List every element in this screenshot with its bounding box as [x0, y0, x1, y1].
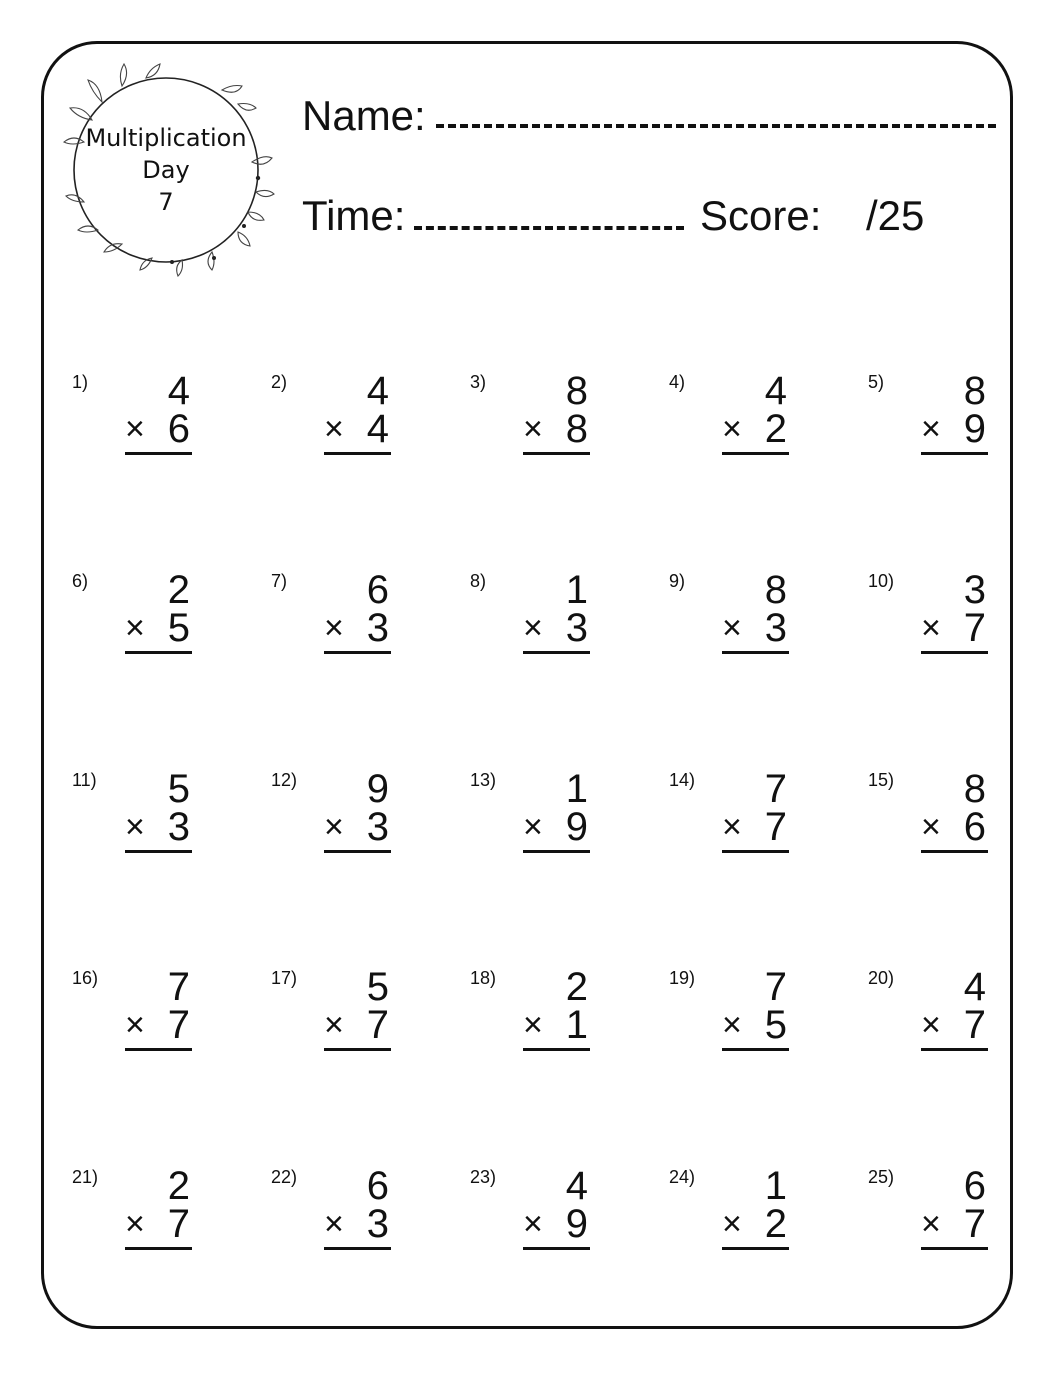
multiplicand: 4 [167, 369, 190, 413]
times-sign: × [523, 609, 543, 647]
answer-line [125, 651, 192, 654]
problem-item [868, 965, 988, 1068]
answer-line [324, 651, 391, 654]
multiplier-row [125, 607, 192, 649]
multiplicand: 2 [167, 568, 190, 612]
problem-item [271, 965, 391, 1068]
multiplier-row [523, 806, 590, 848]
multiplier: 3 [366, 606, 389, 650]
problem-number: 8) [470, 571, 487, 591]
answer-line [324, 1048, 391, 1051]
score-label: Score: [700, 192, 822, 239]
problem-number: 25) [868, 1167, 895, 1187]
problem-item [868, 568, 988, 671]
answer-line [324, 1247, 391, 1250]
problem-item [271, 1164, 391, 1267]
multiplicand: 8 [963, 767, 986, 811]
times-sign: × [722, 410, 742, 448]
problem-item [271, 767, 391, 870]
multiplier: 3 [764, 606, 787, 650]
problem-number: 14) [669, 770, 696, 790]
multiplier-row [324, 607, 391, 649]
multiplier: 3 [565, 606, 588, 650]
worksheet-title-badge [62, 62, 270, 278]
problem-number: 9) [669, 571, 686, 591]
problem-item [271, 369, 391, 472]
problem-item [72, 965, 192, 1068]
multiplier: 7 [167, 1003, 190, 1047]
multiplier: 6 [963, 805, 986, 849]
badge-title: Multiplication [85, 124, 247, 152]
multiplier: 8 [565, 407, 588, 451]
name-label: Name: [302, 92, 426, 139]
answer-line [523, 452, 590, 455]
multiplier-row [722, 408, 789, 450]
problem-number: 13) [470, 770, 497, 790]
multiplicand: 4 [565, 1164, 588, 1208]
problem-number: 17) [271, 968, 298, 988]
problem-item [868, 767, 988, 870]
times-sign: × [523, 1006, 543, 1044]
multiplier: 5 [764, 1003, 787, 1047]
problem-item [72, 568, 192, 671]
answer-line [324, 850, 391, 853]
problem-item [868, 369, 988, 472]
multiplier-row [921, 607, 988, 649]
multiplier-row [125, 1004, 192, 1046]
badge-day-number: 7 [158, 188, 174, 216]
problem-number: 18) [470, 968, 497, 988]
problem-number: 2) [271, 372, 288, 392]
problem-number: 15) [868, 770, 895, 790]
times-sign: × [921, 808, 941, 846]
times-sign: × [324, 1006, 344, 1044]
problem-item [470, 965, 590, 1068]
problem-number: 1) [72, 372, 89, 392]
multiplier: 2 [764, 407, 787, 451]
problem-item [271, 568, 391, 671]
answer-line [523, 1048, 590, 1051]
times-sign: × [722, 1205, 742, 1243]
problem-item [669, 767, 789, 870]
multiplier: 3 [167, 805, 190, 849]
problem-number: 21) [72, 1167, 99, 1187]
multiplier: 7 [963, 606, 986, 650]
times-sign: × [722, 1006, 742, 1044]
answer-line [523, 850, 590, 853]
multiplicand: 8 [565, 369, 588, 413]
problem-item [868, 1164, 988, 1267]
answer-line [125, 1247, 192, 1250]
answer-line [921, 1048, 988, 1051]
times-sign: × [523, 410, 543, 448]
multiplicand: 2 [167, 1164, 190, 1208]
multiplicand: 1 [565, 767, 588, 811]
times-sign: × [722, 808, 742, 846]
times-sign: × [921, 1205, 941, 1243]
multiplier: 3 [366, 1202, 389, 1246]
answer-line [722, 1048, 789, 1051]
multiplier: 7 [764, 805, 787, 849]
answer-line [125, 1048, 192, 1051]
badge-subtitle: Day [142, 156, 190, 184]
score-total: /25 [866, 192, 925, 239]
multiplicand: 5 [366, 965, 389, 1009]
multiplier: 4 [366, 407, 389, 451]
problem-item [669, 965, 789, 1068]
times-sign: × [125, 1205, 145, 1243]
multiplier: 7 [963, 1202, 986, 1246]
multiplicand: 6 [366, 1164, 389, 1208]
problem-item [72, 369, 192, 472]
times-sign: × [125, 410, 145, 448]
problem-number: 5) [868, 372, 885, 392]
multiplier: 7 [167, 1202, 190, 1246]
multiplicand: 1 [565, 568, 588, 612]
multiplier-row [324, 1203, 391, 1245]
multiplicand: 3 [963, 568, 986, 612]
problem-number: 4) [669, 372, 686, 392]
multiplier-row [921, 1203, 988, 1245]
times-sign: × [324, 609, 344, 647]
multiplier: 9 [963, 407, 986, 451]
multiplier-row [125, 1203, 192, 1245]
problem-number: 3) [470, 372, 487, 392]
problem-number: 19) [669, 968, 696, 988]
multiplicand: 9 [366, 767, 389, 811]
times-sign: × [125, 609, 145, 647]
multiplicand: 4 [963, 965, 986, 1009]
multiplier-row [523, 1203, 590, 1245]
name-field[interactable] [436, 124, 996, 128]
multiplier-row [921, 408, 988, 450]
multiplier: 5 [167, 606, 190, 650]
multiplier: 7 [366, 1003, 389, 1047]
answer-line [125, 850, 192, 853]
times-sign: × [324, 1205, 344, 1243]
multiplier: 2 [764, 1202, 787, 1246]
problem-item [72, 1164, 192, 1267]
problem-item [470, 369, 590, 472]
problem-number: 7) [271, 571, 288, 591]
multiplier: 6 [167, 407, 190, 451]
answer-line [722, 651, 789, 654]
multiplicand: 8 [963, 369, 986, 413]
times-sign: × [921, 410, 941, 448]
times-sign: × [921, 609, 941, 647]
multiplicand: 7 [764, 965, 787, 1009]
time-field[interactable] [414, 226, 684, 230]
multiplicand: 8 [764, 568, 787, 612]
times-sign: × [523, 808, 543, 846]
times-sign: × [722, 609, 742, 647]
times-sign: × [523, 1205, 543, 1243]
multiplier-row [921, 1004, 988, 1046]
multiplier-row [324, 408, 391, 450]
multiplier-row [125, 408, 192, 450]
times-sign: × [324, 410, 344, 448]
multiplier: 3 [366, 805, 389, 849]
answer-line [722, 850, 789, 853]
problem-item [72, 767, 192, 870]
multiplier-row [722, 607, 789, 649]
answer-line [921, 850, 988, 853]
multiplier-row [921, 806, 988, 848]
multiplier-row [722, 1203, 789, 1245]
problem-number: 12) [271, 770, 298, 790]
multiplicand: 7 [167, 965, 190, 1009]
multiplier: 1 [565, 1003, 588, 1047]
multiplier-row [324, 1004, 391, 1046]
problem-item [669, 1164, 789, 1267]
time-label: Time: [302, 192, 406, 239]
answer-line [324, 452, 391, 455]
answer-line [921, 452, 988, 455]
answer-line [523, 1247, 590, 1250]
multiplier-row [523, 607, 590, 649]
problem-number: 23) [470, 1167, 497, 1187]
answer-line [523, 651, 590, 654]
answer-line [722, 452, 789, 455]
problem-number: 24) [669, 1167, 696, 1187]
multiplier: 7 [963, 1003, 986, 1047]
problem-number: 10) [868, 571, 895, 591]
multiplier-row [523, 1004, 590, 1046]
times-sign: × [125, 1006, 145, 1044]
multiplicand: 4 [366, 369, 389, 413]
times-sign: × [125, 808, 145, 846]
problem-item [669, 568, 789, 671]
multiplicand: 6 [963, 1164, 986, 1208]
problem-number: 20) [868, 968, 895, 988]
multiplier-row [722, 1004, 789, 1046]
multiplier-row [324, 806, 391, 848]
problem-item [470, 1164, 590, 1267]
multiplier: 9 [565, 1202, 588, 1246]
multiplicand: 6 [366, 568, 389, 612]
answer-line [921, 651, 988, 654]
problem-item [470, 767, 590, 870]
answer-line [125, 452, 192, 455]
problem-number: 16) [72, 968, 99, 988]
problem-item [669, 369, 789, 472]
problem-number: 22) [271, 1167, 298, 1187]
answer-line [722, 1247, 789, 1250]
multiplier: 9 [565, 805, 588, 849]
multiplicand: 1 [764, 1164, 787, 1208]
multiplicand: 2 [565, 965, 588, 1009]
times-sign: × [324, 808, 344, 846]
multiplier-row [722, 806, 789, 848]
answer-line [921, 1247, 988, 1250]
problem-item [470, 568, 590, 671]
multiplicand: 5 [167, 767, 190, 811]
problem-number: 6) [72, 571, 89, 591]
multiplier-row [125, 806, 192, 848]
multiplier-row [523, 408, 590, 450]
times-sign: × [921, 1006, 941, 1044]
problem-number: 11) [72, 770, 97, 790]
multiplicand: 4 [764, 369, 787, 413]
multiplicand: 7 [764, 767, 787, 811]
